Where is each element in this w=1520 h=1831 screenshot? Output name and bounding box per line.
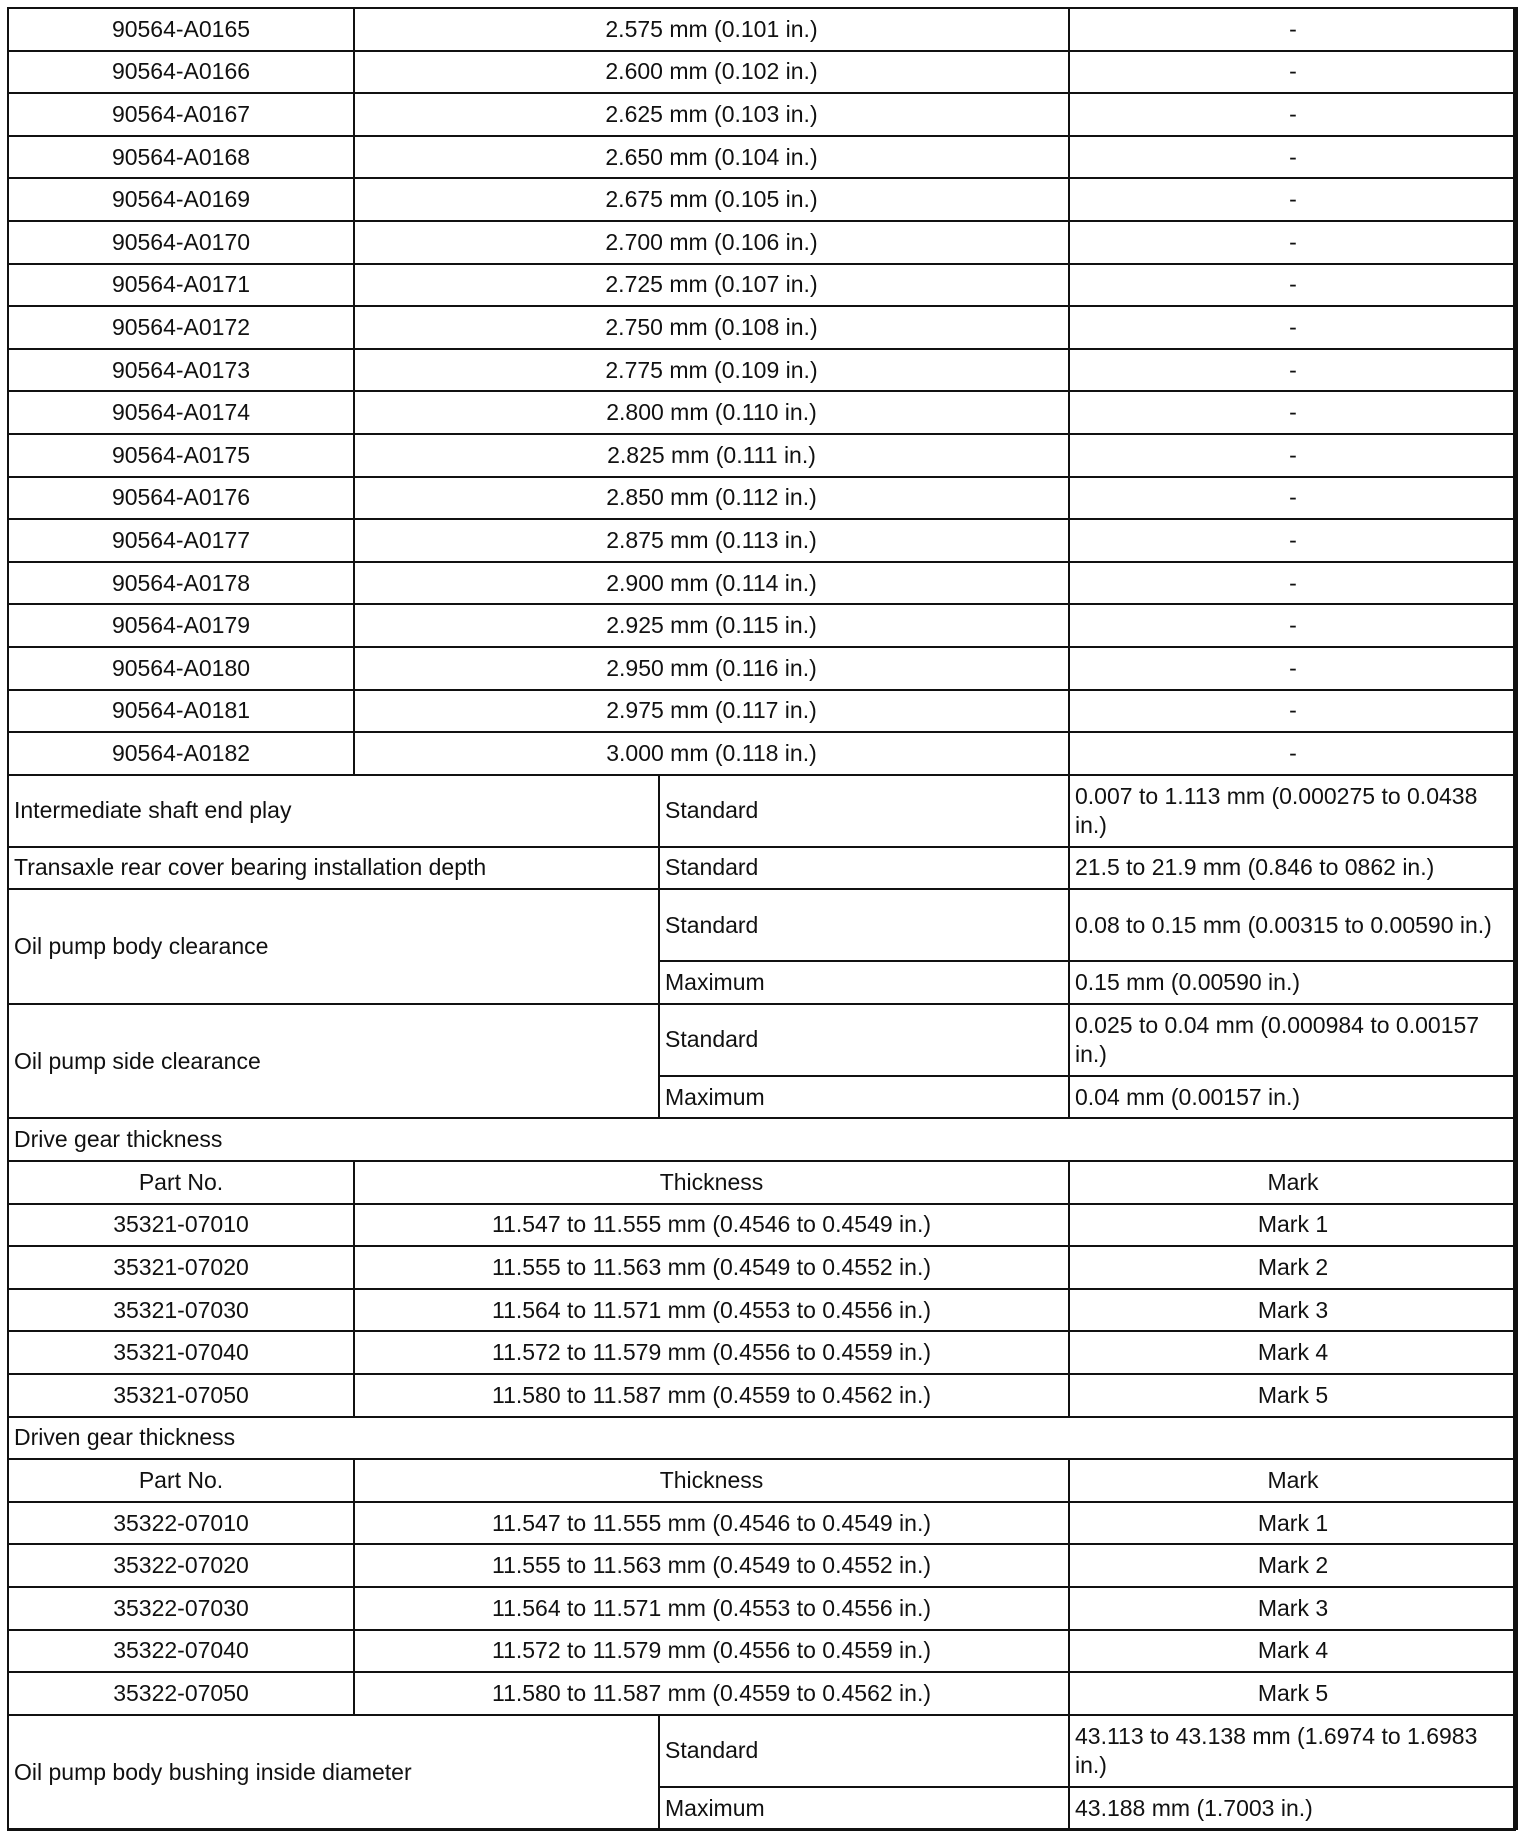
part-no-cell: 35321-07050 bbox=[8, 1374, 354, 1417]
mark-cell: - bbox=[1069, 349, 1517, 392]
driven-gear-title: Driven gear thickness bbox=[8, 1417, 1517, 1460]
part-no-cell: 35321-07010 bbox=[8, 1204, 354, 1247]
standard-value: 43.113 to 43.138 mm (1.6974 to 1.6983 in.) bbox=[1069, 1715, 1517, 1787]
header-thickness: Thickness bbox=[354, 1161, 1069, 1204]
thickness-cell: 11.572 to 11.579 mm (0.4556 to 0.4559 in.) bbox=[354, 1630, 1069, 1673]
thickness-cell: 2.600 mm (0.102 in.) bbox=[354, 51, 1069, 94]
drive-gear-title: Drive gear thickness bbox=[8, 1118, 1517, 1161]
thickness-cell: 2.950 mm (0.116 in.) bbox=[354, 647, 1069, 690]
spec-label: Oil pump body bushing inside diameter bbox=[8, 1715, 659, 1830]
spec-row-pump-body-clearance bbox=[8, 889, 1517, 961]
mark-cell: - bbox=[1069, 221, 1517, 264]
mark-cell: - bbox=[1069, 647, 1517, 690]
thickness-cell: 3.000 mm (0.118 in.) bbox=[354, 732, 1069, 775]
part-no-cell: 90564-A0172 bbox=[8, 306, 354, 349]
thickness-cell: 11.547 to 11.555 mm (0.4546 to 0.4549 in.) bbox=[354, 1502, 1069, 1545]
table-row bbox=[8, 1630, 1517, 1673]
mark-cell: Mark 4 bbox=[1069, 1630, 1517, 1673]
table-row bbox=[8, 477, 1517, 520]
table-row bbox=[8, 1672, 1517, 1715]
part-no-cell: 90564-A0176 bbox=[8, 477, 354, 520]
table-row bbox=[8, 604, 1517, 647]
mark-cell: - bbox=[1069, 51, 1517, 94]
mark-cell: Mark 2 bbox=[1069, 1544, 1517, 1587]
table-row bbox=[8, 178, 1517, 221]
spec-label: Oil pump body clearance bbox=[8, 889, 659, 1004]
spec-row-intermediate-shaft bbox=[8, 775, 1517, 847]
spec-label: Oil pump side clearance bbox=[8, 1004, 659, 1119]
thickness-cell: 2.775 mm (0.109 in.) bbox=[354, 349, 1069, 392]
specification-table bbox=[7, 7, 1518, 1830]
table-row bbox=[8, 264, 1517, 307]
part-no-cell: 90564-A0168 bbox=[8, 136, 354, 179]
part-no-cell: 35322-07050 bbox=[8, 1672, 354, 1715]
thickness-cell: 11.572 to 11.579 mm (0.4556 to 0.4559 in.) bbox=[354, 1331, 1069, 1374]
mark-cell: Mark 4 bbox=[1069, 1331, 1517, 1374]
table-row bbox=[8, 306, 1517, 349]
thickness-cell: 11.555 to 11.563 mm (0.4549 to 0.4552 in.) bbox=[354, 1544, 1069, 1587]
table-row bbox=[8, 391, 1517, 434]
spec-row-rear-cover bbox=[8, 847, 1517, 890]
maximum-label: Maximum bbox=[659, 1076, 1069, 1119]
mark-cell: - bbox=[1069, 519, 1517, 562]
section-title-row bbox=[8, 1118, 1517, 1161]
thickness-cell: 2.700 mm (0.106 in.) bbox=[354, 221, 1069, 264]
spec-row-bushing bbox=[8, 1715, 1517, 1787]
mark-cell: - bbox=[1069, 690, 1517, 733]
header-part-no: Part No. bbox=[8, 1459, 354, 1502]
thickness-cell: 2.975 mm (0.117 in.) bbox=[354, 690, 1069, 733]
table-row bbox=[8, 519, 1517, 562]
standard-label: Standard bbox=[659, 889, 1069, 961]
part-no-cell: 90564-A0180 bbox=[8, 647, 354, 690]
mark-cell: - bbox=[1069, 93, 1517, 136]
thickness-cell: 2.925 mm (0.115 in.) bbox=[354, 604, 1069, 647]
mark-cell: - bbox=[1069, 306, 1517, 349]
table-row bbox=[8, 51, 1517, 94]
table-row bbox=[8, 732, 1517, 775]
table-row bbox=[8, 1246, 1517, 1289]
table-row bbox=[8, 1544, 1517, 1587]
table-row bbox=[8, 434, 1517, 477]
thickness-cell: 2.575 mm (0.101 in.) bbox=[354, 8, 1069, 51]
mark-cell: - bbox=[1069, 434, 1517, 477]
mark-cell: Mark 5 bbox=[1069, 1374, 1517, 1417]
table-row bbox=[8, 221, 1517, 264]
mark-cell: - bbox=[1069, 562, 1517, 605]
standard-value: 0.08 to 0.15 mm (0.00315 to 0.00590 in.) bbox=[1069, 889, 1517, 961]
mark-cell: - bbox=[1069, 136, 1517, 179]
thickness-cell: 2.900 mm (0.114 in.) bbox=[354, 562, 1069, 605]
thickness-cell: 11.580 to 11.587 mm (0.4559 to 0.4562 in.) bbox=[354, 1374, 1069, 1417]
thickness-cell: 11.547 to 11.555 mm (0.4546 to 0.4549 in.) bbox=[354, 1204, 1069, 1247]
part-no-cell: 90564-A0177 bbox=[8, 519, 354, 562]
part-no-cell: 35322-07010 bbox=[8, 1502, 354, 1545]
header-mark: Mark bbox=[1069, 1161, 1517, 1204]
table-row bbox=[8, 136, 1517, 179]
mark-cell: Mark 1 bbox=[1069, 1502, 1517, 1545]
table-row bbox=[8, 349, 1517, 392]
part-no-cell: 90564-A0167 bbox=[8, 93, 354, 136]
standard-value: 0.007 to 1.113 mm (0.000275 to 0.0438 in.) bbox=[1069, 775, 1517, 847]
standard-value: 21.5 to 21.9 mm (0.846 to 0862 in.) bbox=[1069, 847, 1517, 890]
part-no-cell: 90564-A0178 bbox=[8, 562, 354, 605]
part-no-cell: 90564-A0170 bbox=[8, 221, 354, 264]
thickness-cell: 2.750 mm (0.108 in.) bbox=[354, 306, 1069, 349]
thickness-cell: 2.625 mm (0.103 in.) bbox=[354, 93, 1069, 136]
thickness-cell: 2.850 mm (0.112 in.) bbox=[354, 477, 1069, 520]
table-row bbox=[8, 1204, 1517, 1247]
part-no-cell: 90564-A0166 bbox=[8, 51, 354, 94]
header-row bbox=[8, 1459, 1517, 1502]
section-title-row bbox=[8, 1417, 1517, 1460]
thickness-cell: 11.580 to 11.587 mm (0.4559 to 0.4562 in.) bbox=[354, 1672, 1069, 1715]
table-row bbox=[8, 562, 1517, 605]
table-row bbox=[8, 1331, 1517, 1374]
mark-cell: - bbox=[1069, 604, 1517, 647]
part-no-cell: 35322-07040 bbox=[8, 1630, 354, 1673]
table-row bbox=[8, 1289, 1517, 1332]
part-no-cell: 90564-A0181 bbox=[8, 690, 354, 733]
header-mark: Mark bbox=[1069, 1459, 1517, 1502]
thickness-cell: 2.675 mm (0.105 in.) bbox=[354, 178, 1069, 221]
maximum-label: Maximum bbox=[659, 961, 1069, 1004]
part-no-cell: 90564-A0174 bbox=[8, 391, 354, 434]
header-row bbox=[8, 1161, 1517, 1204]
table-row bbox=[8, 93, 1517, 136]
mark-cell: Mark 1 bbox=[1069, 1204, 1517, 1247]
part-no-cell: 90564-A0173 bbox=[8, 349, 354, 392]
table-row bbox=[8, 690, 1517, 733]
spec-row-pump-side-clearance bbox=[8, 1004, 1517, 1076]
mark-cell: - bbox=[1069, 178, 1517, 221]
thickness-cell: 11.564 to 11.571 mm (0.4553 to 0.4556 in.) bbox=[354, 1587, 1069, 1630]
table-row bbox=[8, 1587, 1517, 1630]
mark-cell: - bbox=[1069, 264, 1517, 307]
part-no-cell: 35322-07030 bbox=[8, 1587, 354, 1630]
thickness-cell: 11.564 to 11.571 mm (0.4553 to 0.4556 in.) bbox=[354, 1289, 1069, 1332]
header-thickness: Thickness bbox=[354, 1459, 1069, 1502]
mark-cell: - bbox=[1069, 477, 1517, 520]
part-no-cell: 90564-A0165 bbox=[8, 8, 354, 51]
table-row bbox=[8, 647, 1517, 690]
mark-cell: - bbox=[1069, 391, 1517, 434]
part-no-cell: 35321-07040 bbox=[8, 1331, 354, 1374]
part-no-cell: 35321-07020 bbox=[8, 1246, 354, 1289]
table-row bbox=[8, 8, 1517, 51]
thickness-cell: 2.650 mm (0.104 in.) bbox=[354, 136, 1069, 179]
part-no-cell: 90564-A0169 bbox=[8, 178, 354, 221]
table-row bbox=[8, 1502, 1517, 1545]
mark-cell: - bbox=[1069, 8, 1517, 51]
thickness-cell: 2.725 mm (0.107 in.) bbox=[354, 264, 1069, 307]
standard-label: Standard bbox=[659, 1715, 1069, 1787]
standard-label: Standard bbox=[659, 847, 1069, 890]
spec-label: Transaxle rear cover bearing installation depth bbox=[8, 847, 659, 890]
mark-cell: - bbox=[1069, 732, 1517, 775]
standard-label: Standard bbox=[659, 775, 1069, 847]
maximum-label: Maximum bbox=[659, 1787, 1069, 1830]
thickness-cell: 2.875 mm (0.113 in.) bbox=[354, 519, 1069, 562]
standard-value: 0.025 to 0.04 mm (0.000984 to 0.00157 in.) bbox=[1069, 1004, 1517, 1076]
part-no-cell: 90564-A0175 bbox=[8, 434, 354, 477]
standard-label: Standard bbox=[659, 1004, 1069, 1076]
part-no-cell: 35321-07030 bbox=[8, 1289, 354, 1332]
maximum-value: 0.04 mm (0.00157 in.) bbox=[1069, 1076, 1517, 1119]
part-no-cell: 90564-A0179 bbox=[8, 604, 354, 647]
header-part-no: Part No. bbox=[8, 1161, 354, 1204]
maximum-value: 43.188 mm (1.7003 in.) bbox=[1069, 1787, 1517, 1830]
part-no-cell: 90564-A0171 bbox=[8, 264, 354, 307]
part-no-cell: 35322-07020 bbox=[8, 1544, 354, 1587]
thickness-cell: 2.800 mm (0.110 in.) bbox=[354, 391, 1069, 434]
mark-cell: Mark 2 bbox=[1069, 1246, 1517, 1289]
thickness-cell: 11.555 to 11.563 mm (0.4549 to 0.4552 in.) bbox=[354, 1246, 1069, 1289]
thickness-cell: 2.825 mm (0.111 in.) bbox=[354, 434, 1069, 477]
spec-label: Intermediate shaft end play bbox=[8, 775, 659, 847]
part-no-cell: 90564-A0182 bbox=[8, 732, 354, 775]
maximum-value: 0.15 mm (0.00590 in.) bbox=[1069, 961, 1517, 1004]
mark-cell: Mark 3 bbox=[1069, 1587, 1517, 1630]
mark-cell: Mark 3 bbox=[1069, 1289, 1517, 1332]
table-row bbox=[8, 1374, 1517, 1417]
mark-cell: Mark 5 bbox=[1069, 1672, 1517, 1715]
